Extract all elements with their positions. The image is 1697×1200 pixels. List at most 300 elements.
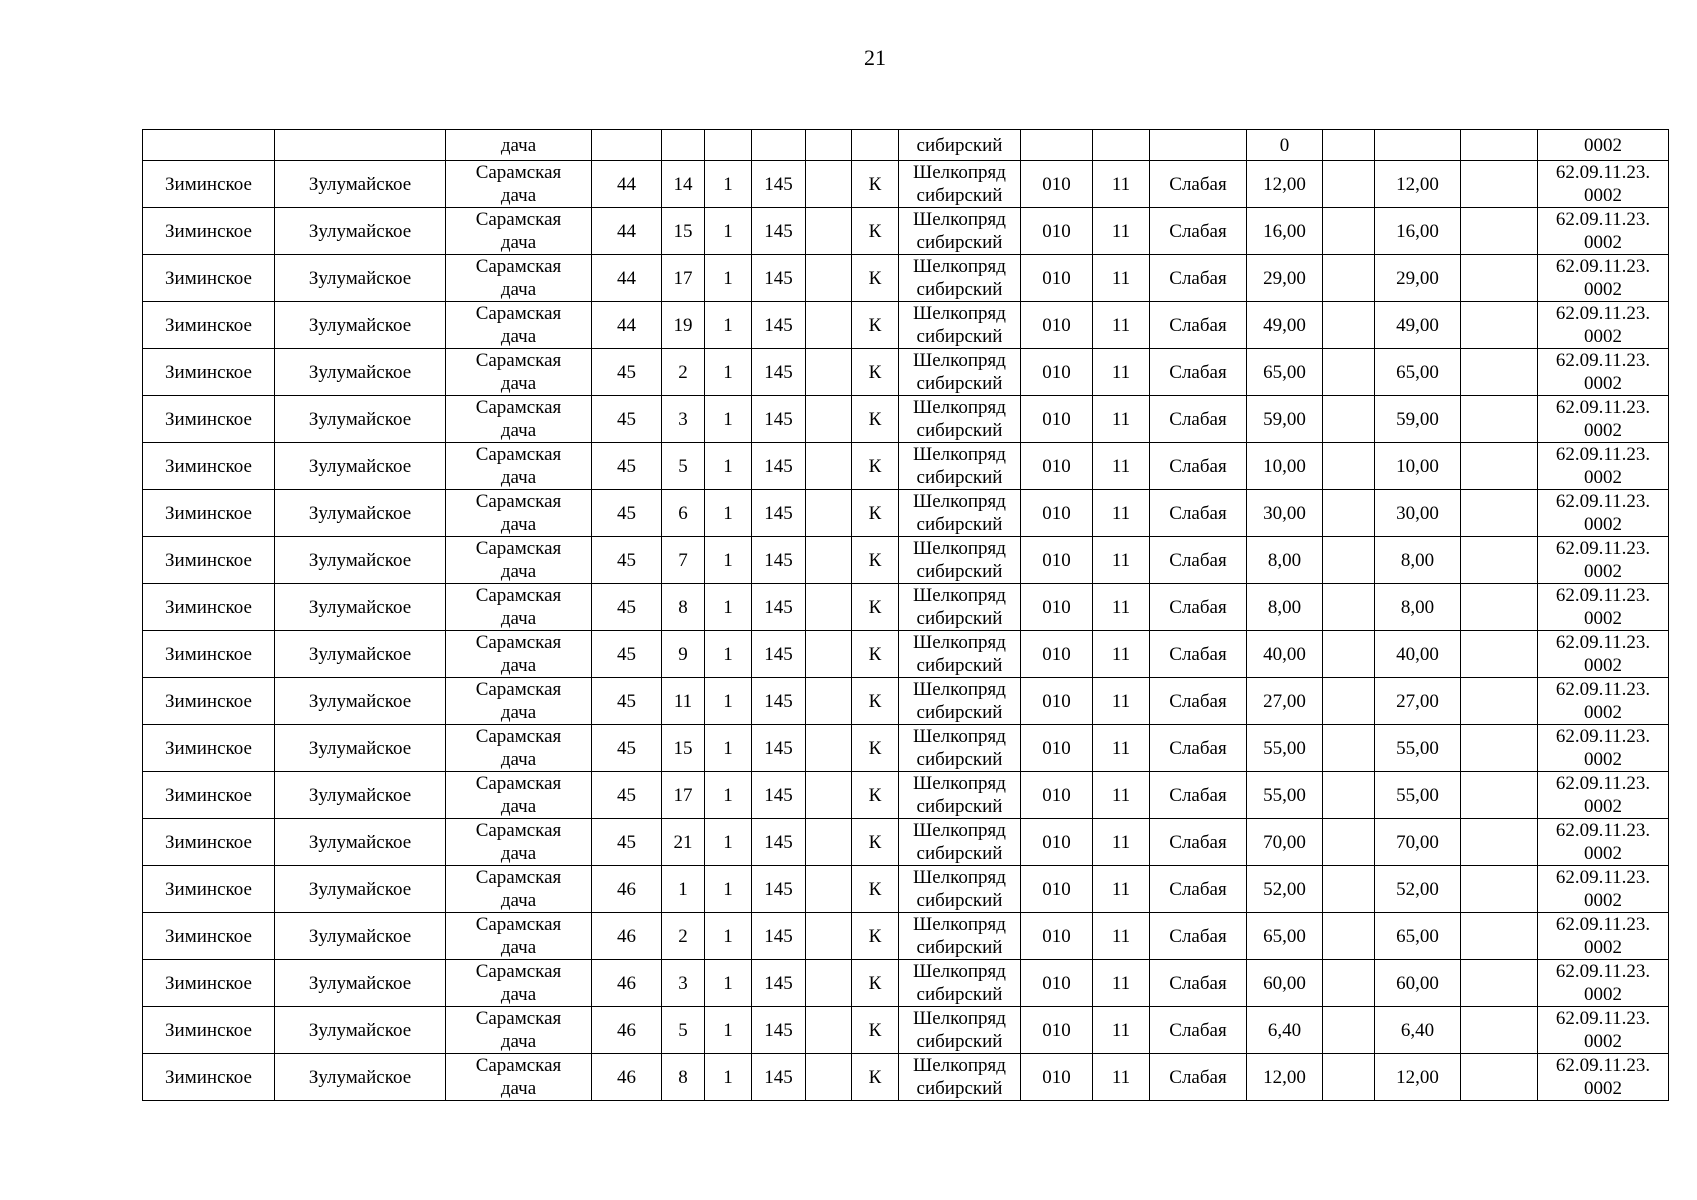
table-cell	[1323, 537, 1375, 584]
table-cell: 0002	[1538, 130, 1669, 161]
table-cell: Зулумайское	[275, 302, 446, 349]
table-cell: 55,00	[1247, 772, 1323, 819]
table-cell: 145	[752, 1007, 806, 1054]
cell-line: Шелкопряд	[913, 726, 1006, 747]
cell-line: Шелкопряд	[913, 538, 1006, 559]
table-cell: 45	[592, 537, 662, 584]
cell-line: Сарамская	[475, 961, 562, 982]
table-cell: 46	[592, 866, 662, 913]
cell-line: 62.09.11.23.	[1555, 1008, 1651, 1029]
table-cell	[1093, 130, 1150, 161]
table-cell: К	[852, 1054, 899, 1101]
table-cell	[1538, 631, 1669, 678]
table-cell: 8,00	[1247, 537, 1323, 584]
cell-line: 62.09.11.23.	[1555, 397, 1651, 418]
table-cell: 60,00	[1375, 960, 1461, 1007]
cell-line: дача	[500, 279, 537, 300]
cell-line: 0002	[1584, 984, 1622, 1005]
cell-line: сибирский	[916, 373, 1003, 394]
cell-line: 0002	[1584, 420, 1622, 441]
table-cell: Слабая	[1150, 537, 1247, 584]
table-row	[143, 396, 1669, 443]
table-cell: Слабая	[1150, 913, 1247, 960]
table-cell	[1323, 161, 1375, 208]
table-cell	[1323, 255, 1375, 302]
cell-line: сибирский	[916, 185, 1003, 206]
table-cell: Зиминское	[143, 819, 275, 866]
cell-line: дача	[500, 232, 537, 253]
cell-line: 62.09.11.23.	[1555, 820, 1651, 841]
table-cell: К	[852, 678, 899, 725]
cell-line: дача	[500, 514, 537, 535]
table-cell: 1	[705, 302, 752, 349]
cell-line: сибирский	[916, 1078, 1003, 1099]
table-cell: Зиминское	[143, 443, 275, 490]
table-cell: 145	[752, 772, 806, 819]
table-cell: 145	[752, 161, 806, 208]
table-cell	[275, 130, 446, 161]
table-cell: 11	[1093, 772, 1150, 819]
cell-line: 0002	[1584, 608, 1622, 629]
table-cell: 45	[592, 725, 662, 772]
cell-line: Шелкопряд	[913, 914, 1006, 935]
table-cell	[1461, 208, 1538, 255]
table-cell: Зулумайское	[275, 161, 446, 208]
table-cell: 145	[752, 1054, 806, 1101]
cell-line: Сарамская	[475, 773, 562, 794]
table-cell: 010	[1021, 1007, 1093, 1054]
table-cell	[1323, 866, 1375, 913]
table-cell: Зулумайское	[275, 208, 446, 255]
table-cell: Зулумайское	[275, 490, 446, 537]
table-cell: Зулумайское	[275, 960, 446, 1007]
table-cell: Зулумайское	[275, 772, 446, 819]
table-cell	[1538, 490, 1669, 537]
cell-line: сибирский	[916, 984, 1003, 1005]
cell-line: 62.09.11.23.	[1555, 444, 1651, 465]
table-cell: Зиминское	[143, 490, 275, 537]
table-cell: Зиминское	[143, 631, 275, 678]
table-cell: 145	[752, 302, 806, 349]
table-row	[143, 537, 1669, 584]
table-row	[143, 255, 1669, 302]
table-cell: 145	[752, 396, 806, 443]
cell-line: сибирский	[916, 608, 1003, 629]
cell-line: Сарамская	[475, 585, 562, 606]
table-cell: 45	[592, 678, 662, 725]
table-cell	[1323, 349, 1375, 396]
cell-line: дача	[500, 1078, 537, 1099]
cell-line: Шелкопряд	[913, 632, 1006, 653]
table-cell: 11	[1093, 396, 1150, 443]
table-cell	[446, 772, 592, 819]
cell-line: 0002	[1584, 561, 1622, 582]
table-cell	[806, 913, 852, 960]
table-cell	[446, 913, 592, 960]
table-row	[143, 725, 1669, 772]
table-cell: Зиминское	[143, 772, 275, 819]
cell-line: 0002	[1584, 326, 1622, 347]
cell-line: Шелкопряд	[913, 162, 1006, 183]
table-row	[143, 490, 1669, 537]
table-cell: 010	[1021, 678, 1093, 725]
cell-line: дача	[500, 796, 537, 817]
cell-line: дача	[500, 420, 537, 441]
table-cell: 55,00	[1247, 725, 1323, 772]
table-row	[143, 678, 1669, 725]
table-cell	[1461, 584, 1538, 631]
table-cell: Слабая	[1150, 960, 1247, 1007]
cell-line: 62.09.11.23.	[1555, 679, 1651, 700]
table-cell	[752, 130, 806, 161]
table-cell: Слабая	[1150, 208, 1247, 255]
cell-line: сибирский	[916, 890, 1003, 911]
table-cell: Зиминское	[143, 208, 275, 255]
table-cell	[1323, 772, 1375, 819]
table-cell	[899, 349, 1021, 396]
data-table	[142, 129, 1669, 1101]
table-cell	[806, 161, 852, 208]
table-cell: 27,00	[1375, 678, 1461, 725]
cell-line: Сарамская	[475, 1055, 562, 1076]
table-cell: Зиминское	[143, 960, 275, 1007]
table-cell	[446, 302, 592, 349]
table-cell	[806, 349, 852, 396]
cell-line: Шелкопряд	[913, 961, 1006, 982]
table-cell: 17	[662, 772, 705, 819]
table-cell: Зиминское	[143, 725, 275, 772]
cell-line: Шелкопряд	[913, 491, 1006, 512]
table-cell: 1	[705, 678, 752, 725]
cell-line: сибирский	[916, 749, 1003, 770]
table-cell: 145	[752, 960, 806, 1007]
cell-line: дача	[500, 608, 537, 629]
table-cell	[1461, 490, 1538, 537]
table-row	[143, 208, 1669, 255]
table-cell	[1461, 161, 1538, 208]
table-cell: 11	[1093, 1054, 1150, 1101]
cell-line: Сарамская	[475, 679, 562, 700]
cell-line: 62.09.11.23.	[1555, 585, 1651, 606]
table-cell	[446, 537, 592, 584]
table-cell: 010	[1021, 725, 1093, 772]
table-cell	[1323, 631, 1375, 678]
cell-line: 62.09.11.23.	[1555, 303, 1651, 324]
cell-line: Шелкопряд	[913, 350, 1006, 371]
cell-line: 0002	[1584, 279, 1622, 300]
cell-line: дача	[500, 467, 537, 488]
table-cell: К	[852, 913, 899, 960]
cell-line: сибирский	[916, 420, 1003, 441]
table-cell	[446, 443, 592, 490]
cell-line: Сарамская	[475, 209, 562, 230]
table-cell: 21	[662, 819, 705, 866]
table-cell: 55,00	[1375, 772, 1461, 819]
cell-line: сибирский	[916, 937, 1003, 958]
cell-line: Сарамская	[475, 397, 562, 418]
table-cell: Зиминское	[143, 1054, 275, 1101]
table-cell	[1323, 1007, 1375, 1054]
table-cell	[899, 678, 1021, 725]
table-cell: 145	[752, 725, 806, 772]
table-cell: 12,00	[1247, 1054, 1323, 1101]
table-cell: 1	[705, 490, 752, 537]
cell-line: Шелкопряд	[913, 1008, 1006, 1029]
table-cell: 11	[1093, 960, 1150, 1007]
cell-line: дача	[500, 561, 537, 582]
table-cell	[446, 349, 592, 396]
table-cell: К	[852, 537, 899, 584]
table-cell: 1	[705, 772, 752, 819]
table-row	[143, 819, 1669, 866]
cell-line: 62.09.11.23.	[1555, 350, 1651, 371]
cell-line: Шелкопряд	[913, 867, 1006, 888]
table-cell: 1	[705, 866, 752, 913]
table-cell	[1461, 678, 1538, 725]
table-cell	[806, 302, 852, 349]
table-cell: 45	[592, 584, 662, 631]
table-cell: Слабая	[1150, 1054, 1247, 1101]
table-cell	[1538, 913, 1669, 960]
cell-line: сибирский	[916, 843, 1003, 864]
table-cell: 49,00	[1375, 302, 1461, 349]
table-cell: 1	[705, 819, 752, 866]
table-cell: 1	[705, 537, 752, 584]
table-cell: 46	[592, 1007, 662, 1054]
table-cell: 16,00	[1247, 208, 1323, 255]
table-cell	[806, 1007, 852, 1054]
table-cell	[806, 631, 852, 678]
table-cell: Слабая	[1150, 349, 1247, 396]
table-row-continuation	[143, 130, 1669, 161]
table-cell	[1461, 349, 1538, 396]
table-cell: К	[852, 866, 899, 913]
table-cell: Слабая	[1150, 819, 1247, 866]
cell-line: дача	[500, 984, 537, 1005]
table-cell	[1538, 349, 1669, 396]
table-cell	[1461, 819, 1538, 866]
table-cell	[899, 443, 1021, 490]
table-cell	[899, 772, 1021, 819]
table-cell	[1538, 960, 1669, 1007]
table-cell: 7	[662, 537, 705, 584]
table-cell: 15	[662, 208, 705, 255]
table-cell: 15	[662, 725, 705, 772]
table-cell: 5	[662, 1007, 705, 1054]
table-cell: Слабая	[1150, 161, 1247, 208]
cell-line: 0002	[1584, 843, 1622, 864]
table-cell: К	[852, 631, 899, 678]
table-cell: 6,40	[1247, 1007, 1323, 1054]
table-cell: 45	[592, 349, 662, 396]
table-cell: 1	[662, 866, 705, 913]
table-cell	[1538, 678, 1669, 725]
table-cell	[1375, 130, 1461, 161]
table-cell	[1538, 866, 1669, 913]
table-cell	[1538, 537, 1669, 584]
cell-line: 0002	[1584, 749, 1622, 770]
table-cell	[446, 490, 592, 537]
cell-line: 62.09.11.23.	[1555, 209, 1651, 230]
table-cell	[1538, 772, 1669, 819]
table-cell: К	[852, 725, 899, 772]
cell-line: Шелкопряд	[913, 585, 1006, 606]
table-cell: Слабая	[1150, 396, 1247, 443]
table-cell	[1461, 255, 1538, 302]
table-cell	[446, 1054, 592, 1101]
table-cell: 3	[662, 960, 705, 1007]
table-cell: 8	[662, 1054, 705, 1101]
cell-line: дача	[500, 749, 537, 770]
table-cell: Зулумайское	[275, 349, 446, 396]
table-cell: 145	[752, 490, 806, 537]
table-cell: Слабая	[1150, 302, 1247, 349]
table-cell	[806, 130, 852, 161]
table-cell	[1461, 772, 1538, 819]
table-cell: 9	[662, 631, 705, 678]
table-cell: 010	[1021, 255, 1093, 302]
cell-line: дача	[500, 655, 537, 676]
cell-line: Шелкопряд	[913, 303, 1006, 324]
table-cell: 010	[1021, 396, 1093, 443]
table-cell	[1538, 1054, 1669, 1101]
table-cell: 45	[592, 490, 662, 537]
table-cell: К	[852, 1007, 899, 1054]
table-cell: 2	[662, 913, 705, 960]
cell-line: дача	[500, 843, 537, 864]
table-cell: 145	[752, 866, 806, 913]
table-cell	[1461, 130, 1538, 161]
cell-line: Сарамская	[475, 256, 562, 277]
table-row	[143, 584, 1669, 631]
table-cell: 19	[662, 302, 705, 349]
table-cell: 6	[662, 490, 705, 537]
table-cell	[1323, 302, 1375, 349]
table-cell: 44	[592, 208, 662, 255]
table-row	[143, 631, 1669, 678]
table-cell: Слабая	[1150, 1007, 1247, 1054]
table-cell: 11	[1093, 349, 1150, 396]
table-cell	[852, 130, 899, 161]
cell-line: дача	[500, 326, 537, 347]
table-cell: 11	[662, 678, 705, 725]
table-cell: 8,00	[1375, 584, 1461, 631]
table-cell	[899, 161, 1021, 208]
cell-line: сибирский	[916, 796, 1003, 817]
table-cell: 010	[1021, 866, 1093, 913]
cell-line: Сарамская	[475, 350, 562, 371]
table-cell: Зулумайское	[275, 819, 446, 866]
table-cell: 145	[752, 913, 806, 960]
cell-line: сибирский	[916, 1031, 1003, 1052]
table-cell	[1461, 866, 1538, 913]
table-cell: 11	[1093, 208, 1150, 255]
table-cell: 010	[1021, 772, 1093, 819]
cell-line: сибирский	[916, 655, 1003, 676]
table-cell: К	[852, 396, 899, 443]
table-cell: Зулумайское	[275, 631, 446, 678]
table-cell	[806, 725, 852, 772]
table-cell	[806, 255, 852, 302]
table-cell: 60,00	[1247, 960, 1323, 1007]
table-cell	[1021, 130, 1093, 161]
table-row	[143, 349, 1669, 396]
cell-line: дача	[500, 890, 537, 911]
table-cell: 44	[592, 161, 662, 208]
cell-line: сибирский	[916, 232, 1003, 253]
cell-line: Шелкопряд	[913, 397, 1006, 418]
table-cell	[1538, 161, 1669, 208]
table-row	[143, 866, 1669, 913]
table-cell	[899, 1054, 1021, 1101]
table-cell: Зиминское	[143, 584, 275, 631]
table-cell	[1323, 678, 1375, 725]
table-cell: 52,00	[1375, 866, 1461, 913]
cell-line: сибирский	[916, 702, 1003, 723]
cell-line: 62.09.11.23.	[1555, 867, 1651, 888]
cell-line: 0002	[1584, 1031, 1622, 1052]
table-cell: Зиминское	[143, 537, 275, 584]
table-cell	[143, 130, 275, 161]
table-cell: 145	[752, 208, 806, 255]
table-cell	[1461, 1054, 1538, 1101]
table-cell: 45	[592, 443, 662, 490]
table-cell: 45	[592, 819, 662, 866]
table-cell: Слабая	[1150, 490, 1247, 537]
table-cell	[806, 819, 852, 866]
table-row	[143, 1007, 1669, 1054]
cell-line: Шелкопряд	[913, 679, 1006, 700]
cell-line: 62.09.11.23.	[1555, 491, 1651, 512]
table-cell: К	[852, 772, 899, 819]
table-cell	[806, 208, 852, 255]
cell-line: Сарамская	[475, 867, 562, 888]
cell-line: Сарамская	[475, 303, 562, 324]
cell-line: дача	[500, 1031, 537, 1052]
cell-line: Шелкопряд	[913, 209, 1006, 230]
table-cell: 59,00	[1375, 396, 1461, 443]
cell-line: 0002	[1584, 1078, 1622, 1099]
table-row	[143, 161, 1669, 208]
table-cell	[1538, 208, 1669, 255]
cell-line: 0002	[1584, 467, 1622, 488]
table-cell: Зулумайское	[275, 1054, 446, 1101]
table-cell	[899, 490, 1021, 537]
table-cell: 46	[592, 960, 662, 1007]
table-cell: 11	[1093, 537, 1150, 584]
cell-line: Шелкопряд	[913, 773, 1006, 794]
table-cell: 8	[662, 584, 705, 631]
table-cell	[446, 866, 592, 913]
table-row	[143, 1054, 1669, 1101]
cell-line: 62.09.11.23.	[1555, 914, 1651, 935]
table-cell: 11	[1093, 1007, 1150, 1054]
cell-line: сибирский	[916, 467, 1003, 488]
table-cell: 010	[1021, 819, 1093, 866]
table-cell: 70,00	[1247, 819, 1323, 866]
table-cell: 1	[705, 396, 752, 443]
table-cell: Зулумайское	[275, 913, 446, 960]
table-cell	[899, 584, 1021, 631]
table-cell: 1	[705, 161, 752, 208]
table-cell: 44	[592, 255, 662, 302]
table-cell	[446, 1007, 592, 1054]
table-cell: 12,00	[1375, 1054, 1461, 1101]
table-cell: 010	[1021, 349, 1093, 396]
table-cell: 010	[1021, 443, 1093, 490]
table-cell: 145	[752, 537, 806, 584]
cell-line: 0002	[1584, 937, 1622, 958]
